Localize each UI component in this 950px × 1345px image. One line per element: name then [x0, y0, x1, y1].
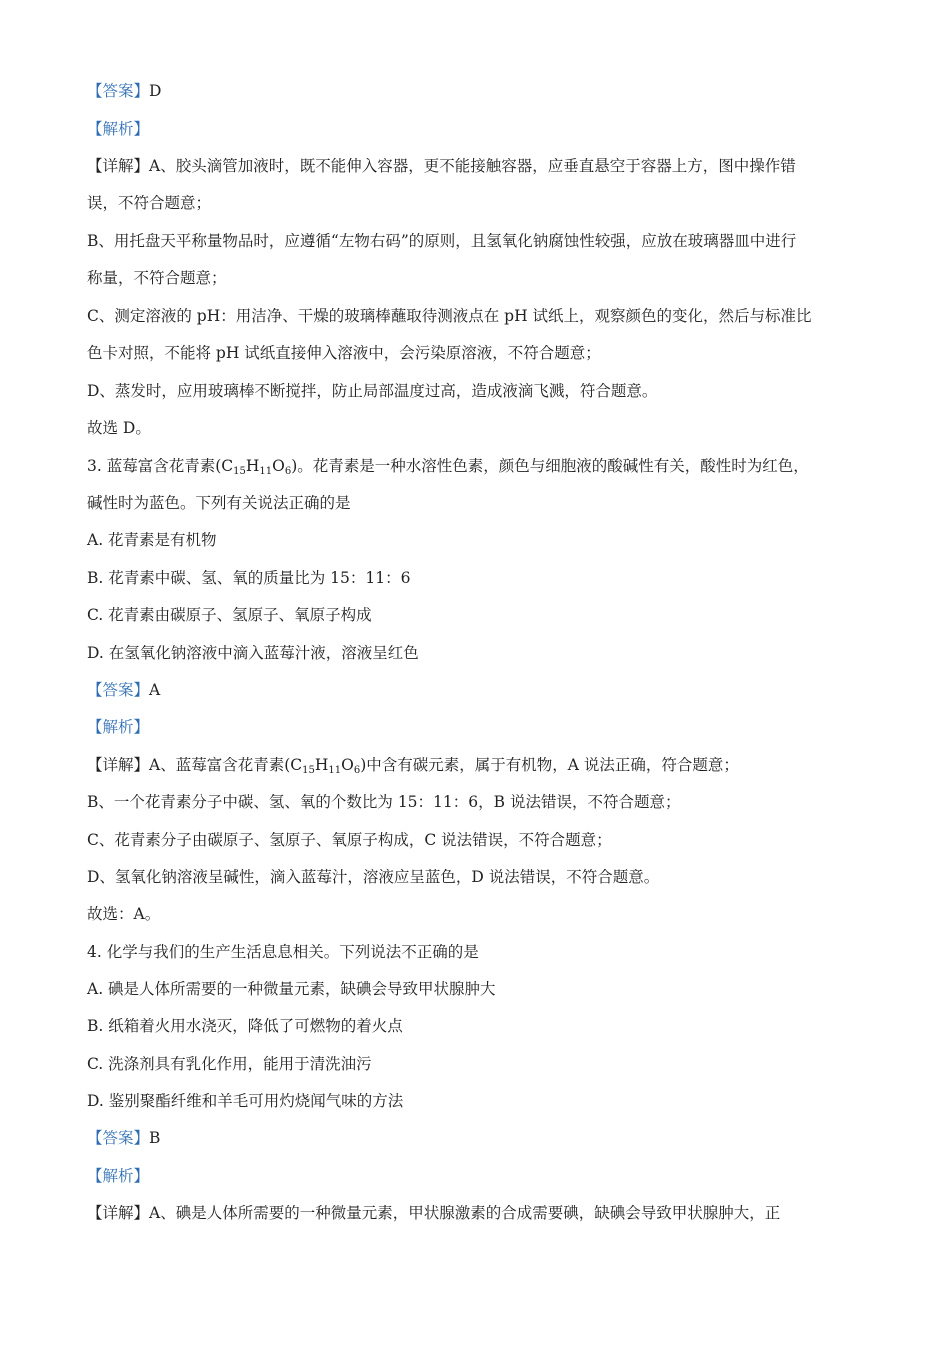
detail-tag: 【详解】 [87, 756, 150, 774]
formula-sub-h: 11 [259, 466, 273, 477]
q2-detail-b-line1: B、用托盘天平称量物品时，应遵循“左物右码”的原则，且氢氧化钠腐蚀性较强，应放在玻璃器皿中进行 [87, 232, 797, 250]
q3-answer-line [87, 679, 160, 701]
formula-sub-c: 15 [233, 466, 246, 477]
q3-stem-line1 [87, 455, 809, 477]
q3-choose: 故选：A。 [87, 905, 161, 923]
formula-sub-c: 15 [302, 765, 315, 776]
q4-option-d: D. 鉴别聚酯纤维和羊毛可用灼烧闻气味的方法 [87, 1092, 404, 1110]
analysis-tag: 【解析】 [87, 1167, 150, 1185]
q3-stem-line2: 碱性时为蓝色。下列有关说法正确的是 [87, 494, 351, 512]
q2-detail-c-line1: C、测定溶液的 pH：用洁净、干燥的玻璃棒蘸取待测液点在 pH 试纸上，观察颜色的变化，然后与标准比 [87, 307, 812, 325]
q3-analysis-line [87, 716, 149, 738]
detail-a-post: )中含有碳元素，属于有机物，A 说法正确，符合题意； [360, 756, 739, 774]
q3-detail-a [87, 754, 739, 776]
formula-o: O [272, 457, 285, 475]
answer-tag: 【答案】 [87, 82, 150, 100]
q3-detail-c: C、花青素分子由碳原子、氢原子、氧原子构成，C 说法错误，不符合题意； [87, 831, 612, 849]
q3-stem-post: )。花青素是一种水溶性色素，颜色与细胞液的酸碱性有关，酸性时为红色， [291, 457, 809, 475]
answer-tag: 【答案】 [87, 681, 150, 699]
answer-value: D [149, 82, 162, 100]
q3-option-b: B. 花青素中碳、氢、氧的质量比为 15：11：6 [87, 569, 411, 587]
q3-detail-b: B、一个花青素分子中碳、氢、氧的个数比为 15：11：6，B 说法错误，不符合题意； [87, 793, 681, 811]
detail-a-pre: A、蓝莓富含花青素(C [149, 756, 303, 774]
q2-detail-c-line2: 色卡对照，不能将 pH 试纸直接伸入溶液中，会污染原溶液，不符合题意； [87, 344, 601, 362]
q2-detail-a-line1 [87, 155, 796, 177]
q2-choose: 故选 D。 [87, 419, 151, 437]
q4-option-a: A. 碘是人体所需要的一种微量元素，缺碘会导致甲状腺肿大 [87, 980, 496, 998]
q3-option-d: D. 在氢氧化钠溶液中滴入蓝莓汁液，溶液呈红色 [87, 644, 419, 662]
q2-answer-line [87, 80, 161, 102]
formula-h: H [245, 457, 260, 475]
detail-text: A、胶头滴管加液时，既不能伸入容器，更不能接触容器，应垂直悬空于容器上方，图中操作错 [149, 157, 796, 175]
formula-sub-o: 6 [353, 765, 361, 776]
detail-tag: 【详解】 [87, 157, 150, 175]
formula-h: H [314, 756, 329, 774]
q4-analysis-line [87, 1165, 149, 1187]
q2-detail-d: D、蒸发时，应用玻璃棒不断搅拌，防止局部温度过高，造成液滴飞溅，符合题意。 [87, 382, 658, 400]
detail-tag: 【详解】 [87, 1204, 150, 1222]
formula-sub-o: 6 [284, 466, 292, 477]
q2-analysis-line [87, 118, 149, 140]
q4-answer-line [87, 1127, 160, 1149]
analysis-tag: 【解析】 [87, 120, 150, 138]
q4-option-b: B. 纸箱着火用水浇灭，降低了可燃物的着火点 [87, 1017, 403, 1035]
answer-tag: 【答案】 [87, 1129, 150, 1147]
q3-stem-pre: 3. 蓝莓富含花青素(C [87, 457, 234, 475]
detail-text: A、碘是人体所需要的一种微量元素，甲状腺激素的合成需要碘，缺碘会导致甲状腺肿大，正 [149, 1204, 781, 1222]
formula-sub-h: 11 [328, 765, 342, 776]
q4-stem: 4. 化学与我们的生产生活息息相关。下列说法不正确的是 [87, 943, 479, 961]
answer-value: A [149, 681, 161, 699]
q4-detail-a [87, 1202, 780, 1224]
q2-detail-b-line2: 称量，不符合题意； [87, 269, 227, 287]
q2-detail-a-line2: 误，不符合题意； [87, 194, 212, 212]
answer-value: B [149, 1129, 161, 1147]
formula-o: O [341, 756, 354, 774]
q3-option-a: A. 花青素是有机物 [87, 531, 217, 549]
q3-option-c: C. 花青素由碳原子、氢原子、氧原子构成 [87, 606, 372, 624]
analysis-tag: 【解析】 [87, 718, 150, 736]
q3-detail-d: D、氢氧化钠溶液呈碱性，滴入蓝莓汁，溶液应呈蓝色，D 说法错误，不符合题意。 [87, 868, 660, 886]
q4-option-c: C. 洗涤剂具有乳化作用，能用于清洗油污 [87, 1055, 372, 1073]
